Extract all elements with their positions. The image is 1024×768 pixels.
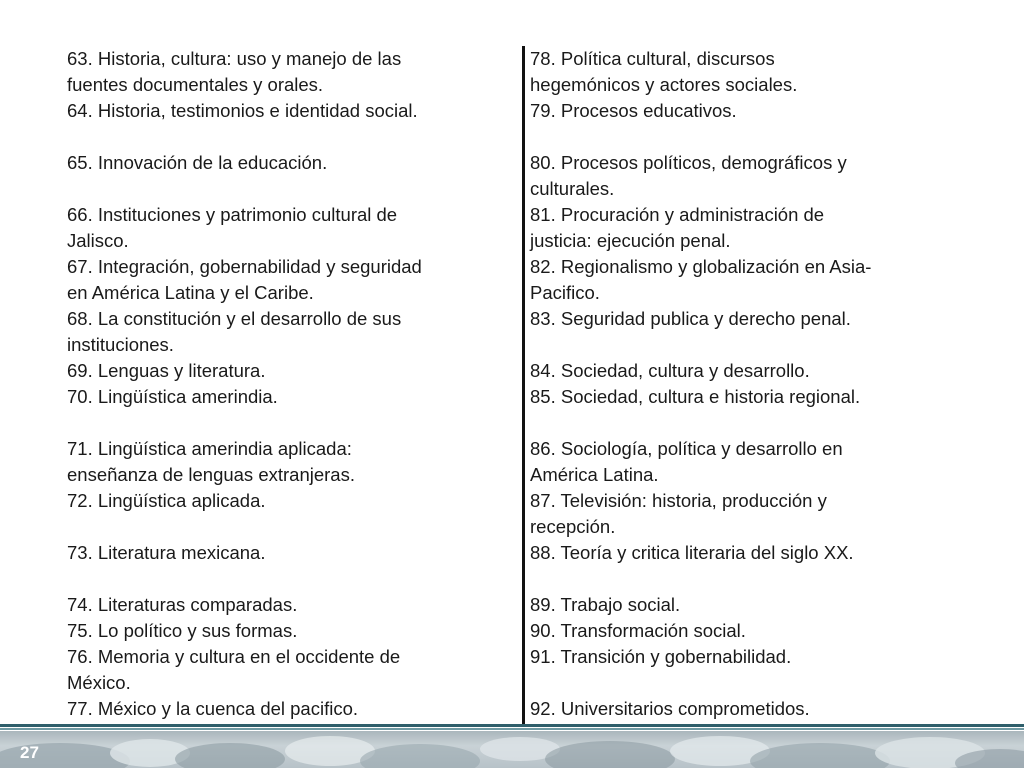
topic-item-line: instituciones. (67, 334, 174, 355)
topic-item (530, 150, 970, 202)
topic-item-line: 81. Procuración y administración de (530, 204, 825, 225)
topic-item-line: Jalisco. (67, 230, 129, 251)
topic-item-line: 68. La constitución y el desarrollo de sus (67, 308, 402, 329)
topic-item-line: 80. Procesos políticos, demográficos y (530, 152, 847, 173)
topic-item-line: 70. Lingüística amerindia. (67, 386, 278, 407)
topic-item-line: 92. Universitarios comprometidos. (530, 698, 810, 719)
topic-item-line: 89. Trabajo social. (530, 594, 681, 615)
topic-item (530, 306, 970, 332)
topic-item-line: 75. Lo político y sus formas. (67, 620, 298, 641)
topic-item (67, 306, 517, 358)
footer-rule-secondary (0, 728, 1024, 730)
topic-item-line: 69. Lenguas y literatura. (67, 360, 266, 381)
topic-item-line: 82. Regionalismo y globalización en Asia- (530, 256, 872, 277)
column-divider (522, 46, 525, 726)
topic-item (67, 618, 517, 644)
topic-item (530, 202, 970, 254)
topic-item-line: 90. Transformación social. (530, 620, 746, 641)
topic-item (530, 254, 970, 306)
page-number: 27 (20, 743, 39, 762)
topic-item (530, 46, 970, 98)
topic-item-line: 63. Historia, cultura: uso y manejo de las (67, 48, 402, 69)
topic-item-line: América Latina. (530, 464, 659, 485)
topic-item-line: 64. Historia, testimonios e identidad social. (67, 100, 418, 121)
topic-item (530, 592, 970, 618)
topic-item (67, 202, 517, 254)
topic-item-line: 86. Sociología, política y desarrollo en (530, 438, 843, 459)
topic-item (530, 644, 970, 670)
topic-item-line: justicia: ejecución penal. (530, 230, 731, 251)
footer-decorative-image (0, 731, 1024, 768)
topic-item-line: 84. Sociedad, cultura y desarrollo. (530, 360, 810, 381)
topic-item (530, 98, 970, 124)
topic-item-line: 66. Instituciones y patrimonio cultural de (67, 204, 398, 225)
topic-item (530, 384, 970, 410)
topic-item (67, 358, 517, 384)
topic-item-line: 91. Transición y gobernabilidad. (530, 646, 792, 667)
topic-item (67, 644, 517, 696)
footer-band (0, 724, 1024, 768)
topic-item (530, 696, 970, 722)
topic-item (530, 488, 970, 540)
topic-item (530, 618, 970, 644)
topic-item (67, 696, 517, 722)
topic-item-line: recepción. (530, 516, 616, 537)
topic-item (67, 150, 517, 176)
footer-rule (0, 724, 1024, 727)
topic-item-line: 85. Sociedad, cultura e historia regional. (530, 386, 861, 407)
topic-item (530, 540, 970, 566)
topic-item (67, 384, 517, 410)
topic-item (67, 436, 517, 488)
topic-item-line: 74. Literaturas comparadas. (67, 594, 298, 615)
topic-item (67, 98, 517, 124)
topic-item (67, 592, 517, 618)
topic-item-line: culturales. (530, 178, 615, 199)
topic-item (530, 436, 970, 488)
topic-item-line: enseñanza de lenguas extranjeras. (67, 464, 355, 485)
topic-item-line: 87. Televisión: historia, producción y (530, 490, 827, 511)
topic-item (67, 254, 517, 306)
topic-item-line: México. (67, 672, 131, 693)
topic-item-line: hegemónicos y actores sociales. (530, 74, 798, 95)
topic-item-line: 83. Seguridad publica y derecho penal. (530, 308, 851, 329)
topic-item-line: 77. México y la cuenca del pacifico. (67, 698, 359, 719)
topic-item (530, 358, 970, 384)
topic-item-line: Pacifico. (530, 282, 600, 303)
topic-item-line: 65. Innovación de la educación. (67, 152, 328, 173)
topic-item-line: 67. Integración, gobernabilidad y seguridad (67, 256, 422, 277)
topic-item (67, 488, 517, 514)
topic-item-line: 78. Política cultural, discursos (530, 48, 775, 69)
topic-item (67, 46, 517, 98)
topic-item-line: 76. Memoria y cultura en el occidente de (67, 646, 401, 667)
topic-item (67, 540, 517, 566)
topic-item-line: 79. Procesos educativos. (530, 100, 737, 121)
topic-item-line: 73. Literatura mexicana. (67, 542, 266, 563)
topic-item-line: 71. Lingüística amerindia aplicada: (67, 438, 352, 459)
topic-item-line: fuentes documentales y orales. (67, 74, 324, 95)
topic-item-line: en América Latina y el Caribe. (67, 282, 314, 303)
topic-item-line: 72. Lingüística aplicada. (67, 490, 266, 511)
topic-item-line: 88. Teoría y critica literaria del siglo XX. (530, 542, 854, 563)
